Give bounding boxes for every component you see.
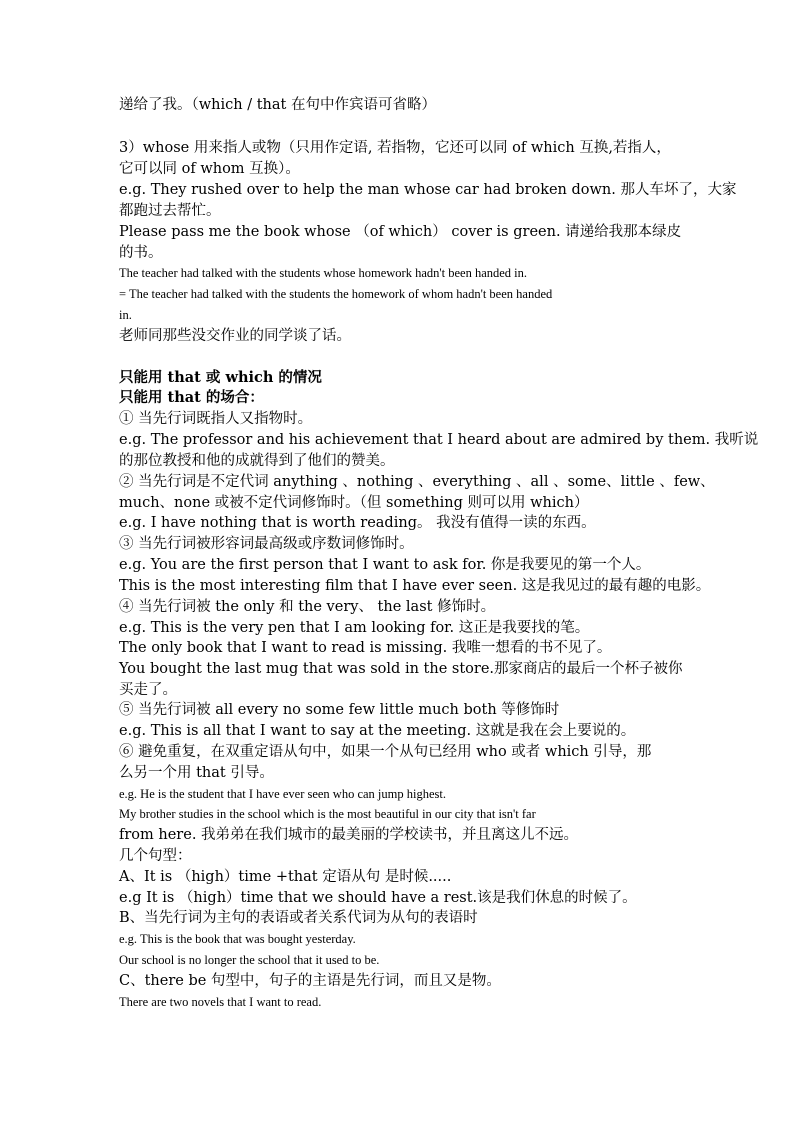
- text-line: in.: [119, 308, 132, 322]
- text-line: much、none 或被不定代词修饰时。（但 something 则可以用 which）: [119, 495, 589, 511]
- text-line: ④ 当先行词被 the only 和 the very、 the last 修饰时。: [119, 599, 496, 615]
- text-line: B、当先行词为主句的表语或者关系代词为从句的表语时: [119, 910, 478, 926]
- text-line: 的那位教授和他的成就得到了他们的赞美。: [119, 453, 395, 469]
- text-line: e.g. The professor and his achievement that I heard about are admired by them. 我听说: [119, 432, 759, 448]
- text-line: e.g. This is the book that was bought yesterday.: [119, 932, 356, 946]
- text-line: 递给了我。（which / that 在句中作宾语可省略）: [119, 97, 436, 113]
- text-line: e.g. They rushed over to help the man whose car had broken down. 那人车坏了，大家: [119, 182, 737, 198]
- text-line: e.g It is （high）time that we should have a rest.该是我们休息的时候了。: [119, 890, 637, 906]
- text-line: ② 当先行词是不定代词 anything 、nothing 、everything 、all 、some、little 、few、: [119, 474, 715, 490]
- text-line: This is the most interesting film that I have ever seen. 这是我见过的最有趣的电影。: [119, 578, 711, 594]
- text-line: You bought the last mug that was sold in the store.那家商店的最后一个杯子被你: [119, 661, 683, 677]
- text-line: 买走了。: [119, 682, 177, 698]
- text-line: A、It is （high）time +that 定语从句 是时候.....: [119, 869, 452, 885]
- text-line: Please pass me the book whose （of which） cover is green. 请递给我那本绿皮: [119, 224, 682, 240]
- text-line: My brother studies in the school which is the most beautiful in our city that isn't far: [119, 807, 536, 821]
- text-line: ⑥ 避免重复，在双重定语从句中，如果一个从句已经用 who 或者 which 引导，那: [119, 744, 652, 760]
- text-line: = The teacher had talked with the students the homework of whom hadn't been handed: [119, 287, 553, 301]
- text-line: 老师同那些没交作业的同学谈了话。: [119, 328, 351, 344]
- text-line: e.g. I have nothing that is worth reading。 我没有值得一读的东西。: [119, 515, 596, 531]
- text-line: ⑤ 当先行词被 all every no some few little much both 等修饰时: [119, 702, 560, 718]
- text-line: ③ 当先行词被形容词最高级或序数词修饰时。: [119, 536, 414, 552]
- text-line: from here. 我弟弟在我们城市的最美丽的学校读书，并且离这儿不远。: [119, 827, 579, 843]
- text-line: The only book that I want to read is missing. 我唯一想看的书不见了。: [119, 640, 612, 656]
- text-line: ① 当先行词既指人又指物时。: [119, 411, 313, 427]
- text-line: C、there be 句型中，句子的主语是先行词，而且又是物。: [119, 973, 501, 989]
- text-line: 的书。: [119, 245, 163, 261]
- section-subheading: 只能用 that 的场合：: [119, 389, 264, 406]
- text-line: 它可以同 of whom 互换）。: [119, 161, 300, 177]
- text-line: e.g. This is all that I want to say at the meeting. 这就是我在会上要说的。: [119, 723, 636, 739]
- text-line: e.g. This is the very pen that I am looking for. 这正是我要找的笔。: [119, 620, 590, 636]
- text-line: e.g. You are the first person that I want to ask for. 你是我要见的第一个人。: [119, 557, 651, 573]
- text-line: 都跑过去帮忙。: [119, 203, 221, 219]
- text-line: 几个句型：: [119, 848, 192, 864]
- section-heading: 只能用 that 或 which 的情况: [119, 369, 322, 386]
- text-line: Our school is no longer the school that it used to be.: [119, 953, 380, 967]
- text-line: e.g. He is the student that I have ever seen who can jump highest.: [119, 787, 446, 801]
- text-line: The teacher had talked with the students whose homework hadn't been handed in.: [119, 266, 528, 280]
- text-line: 么另一个用 that 引导。: [119, 765, 274, 781]
- text-line: 3）whose 用来指人或物（只用作定语, 若指物，它还可以同 of which 互换,若指人，: [119, 140, 671, 156]
- text-line: There are two novels that I want to read.: [119, 995, 322, 1009]
